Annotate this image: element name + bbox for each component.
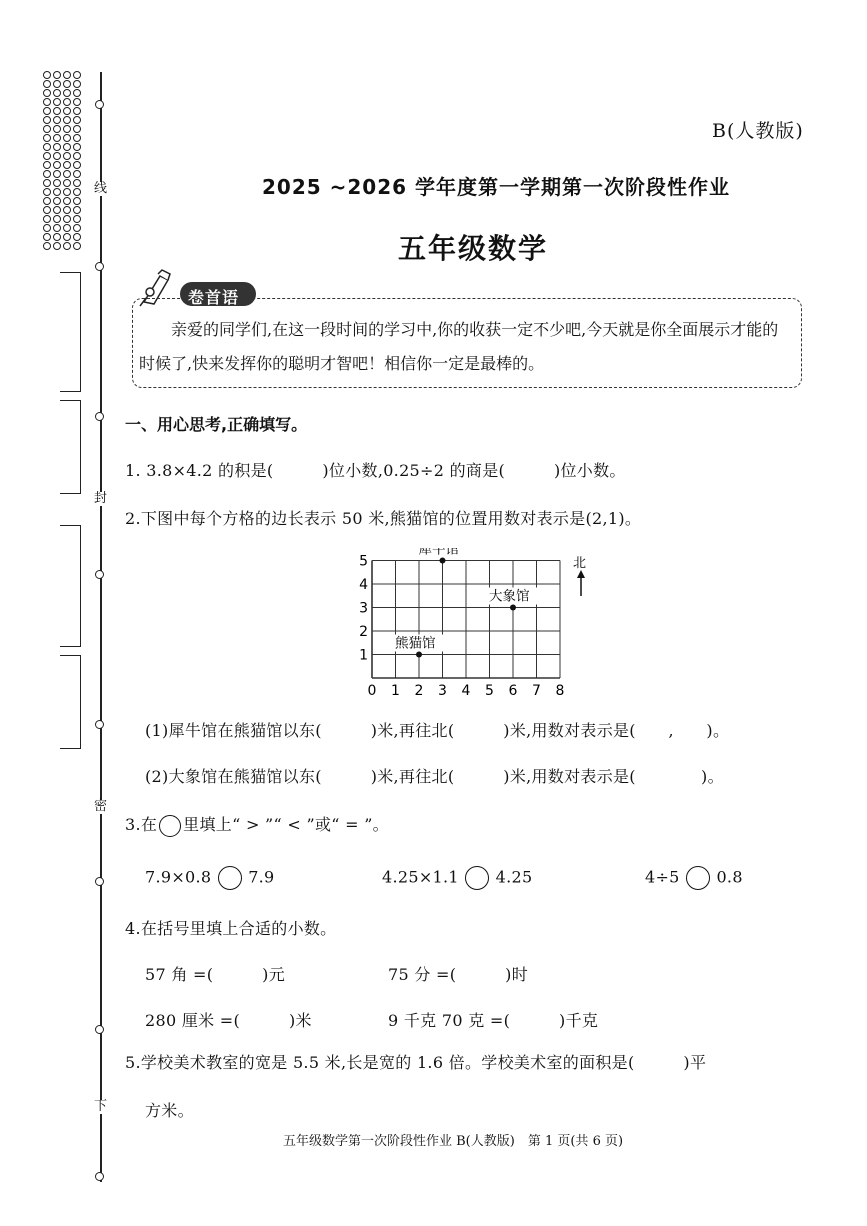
binding-dot [73, 107, 81, 115]
question-4: 4.在括号里填上合适的小数。 [125, 919, 337, 938]
binding-dot [53, 170, 61, 178]
binding-dot [53, 233, 61, 241]
binding-dot [43, 197, 51, 205]
intro-badge-label: 卷首语 [188, 288, 240, 307]
binding-dot [73, 71, 81, 79]
binding-dot [53, 80, 61, 88]
binding-dot [73, 161, 81, 169]
binding-dot [73, 116, 81, 124]
compare-right: 4.25 [495, 867, 533, 887]
binding-dot [63, 134, 71, 142]
binding-dot [63, 125, 71, 133]
binding-dot [53, 242, 61, 250]
binding-dot [43, 89, 51, 97]
binding-dot [43, 188, 51, 196]
question-4-d: 9 千克 70 克 =( )千克 [388, 1011, 599, 1030]
binding-dot [73, 197, 81, 205]
binding-dot [63, 197, 71, 205]
binding-ring [95, 1172, 104, 1181]
intro-text: 亲爱的同学们,在这一段时间的学习中,你的收获一定不少吧,今天就是你全面展示才能的时候了,快来发挥你的聪明才智吧！相信你一定是最棒的。 [139, 320, 779, 373]
y-tick-label: 1 [359, 647, 368, 664]
x-tick-label: 3 [438, 683, 447, 699]
binding-dot [63, 98, 71, 106]
question-5-line-1: 5.学校美术教室的宽是 5.5 米,长是宽的 1.6 倍。学校美术室的面积是( )平 [125, 1053, 707, 1072]
binding-dot [53, 125, 61, 133]
binding-dot [63, 170, 71, 178]
binding-dot [43, 116, 51, 124]
binding-dot [53, 143, 61, 151]
binding-dot [53, 152, 61, 160]
binding-dot [73, 170, 81, 178]
question-2-sub-2: (2)大象馆在熊猫馆以东( )米,再往北( )米,用数对表示是( )。 [145, 767, 724, 786]
question-3-suffix: 里填上“ > ”“ < ”或“ = ”。 [183, 815, 389, 834]
binding-dot [63, 116, 71, 124]
binding-dot [63, 224, 71, 232]
binding-dot [53, 71, 61, 79]
compare-circle-icon [159, 815, 181, 837]
binding-char: 线 [94, 181, 108, 196]
grid-point [416, 652, 422, 658]
compare-left: 4÷5 [645, 867, 680, 887]
binding-dot [73, 188, 81, 196]
x-tick-label: 8 [555, 683, 565, 699]
compare-left: 4.25×1.1 [382, 867, 459, 887]
x-tick-label: 6 [508, 683, 518, 699]
binding-dot [63, 143, 71, 151]
binding-ring [95, 720, 104, 729]
binding-ring [95, 412, 104, 421]
binding-dot [43, 143, 51, 151]
binding-dot [53, 206, 61, 214]
version-label: B(人教版) [712, 120, 804, 142]
binding-dot [43, 170, 51, 178]
y-tick-label: 3 [359, 600, 368, 617]
binding-dot [73, 89, 81, 97]
x-tick-label: 5 [485, 683, 494, 699]
question-3-prefix: 3.在 [125, 815, 158, 834]
binding-dot [73, 224, 81, 232]
exam-title: 2025 ~2026 学年度第一学期第一次阶段性作业 [262, 175, 731, 199]
binding-dot [53, 179, 61, 187]
compare-item-3 [645, 866, 743, 890]
binding-dot [43, 161, 51, 169]
binding-dot [63, 206, 71, 214]
binding-dot [73, 134, 81, 142]
binding-dot [53, 188, 61, 196]
binding-char: 封 [94, 491, 108, 506]
binding-dot [63, 107, 71, 115]
subject-title: 五年级数学 [398, 232, 549, 265]
binding-dot [43, 224, 51, 232]
compare-right: 0.8 [716, 867, 743, 887]
grid-point [440, 558, 446, 564]
binding-dot [73, 233, 81, 241]
binding-dot [43, 98, 51, 106]
question-2: 2.下图中每个方格的边长表示 50 米,熊猫馆的位置用数对表示是(2,1)。 [125, 509, 642, 528]
grid-point [510, 605, 516, 611]
page-footer: 五年级数学第一次阶段性作业 B(人教版) 第 1 页(共 6 页) [283, 1134, 624, 1149]
binding-dot [53, 98, 61, 106]
binding-dot [73, 215, 81, 223]
binding-dot [53, 107, 61, 115]
binding-dot [43, 233, 51, 241]
binding-dot [73, 98, 81, 106]
binding-dot [63, 80, 71, 88]
compare-left: 7.9×0.8 [145, 867, 212, 887]
binding-dot [53, 161, 61, 169]
binding-dot [63, 161, 71, 169]
binding-dot [63, 188, 71, 196]
binding-dot [63, 89, 71, 97]
binding-dot [43, 179, 51, 187]
binding-dot [43, 80, 51, 88]
school-box [60, 525, 81, 647]
section-title: 一、用心思考,正确填写。 [125, 415, 308, 434]
binding-dot [43, 206, 51, 214]
grid-point-label: 熊猫馆 [395, 635, 436, 652]
y-tick-label: 4 [359, 577, 368, 593]
binding-dot-pattern [42, 70, 82, 250]
binding-dot [53, 215, 61, 223]
answer-circle[interactable] [686, 866, 710, 890]
question-4-a: 57 角 =( )元 [145, 965, 286, 984]
number-box [60, 655, 81, 749]
intro-box [132, 298, 802, 388]
compare-item-1 [145, 866, 275, 890]
binding-line [100, 72, 102, 1182]
grid-point-label: 大象馆 [489, 588, 530, 605]
north-label: 北 [573, 556, 587, 571]
class-box [60, 400, 81, 494]
compare-item-2 [382, 866, 533, 890]
binding-dot [73, 125, 81, 133]
binding-dot [43, 125, 51, 133]
binding-dot [73, 80, 81, 88]
binding-dot [63, 152, 71, 160]
binding-ring [95, 262, 104, 271]
answer-circle[interactable] [465, 866, 489, 890]
question-4-b: 75 分 =( )时 [388, 965, 529, 984]
binding-dot [73, 152, 81, 160]
binding-dot [63, 242, 71, 250]
binding-dot [53, 197, 61, 205]
binding-dot [43, 242, 51, 250]
binding-dot [73, 143, 81, 151]
grid-svg [355, 548, 605, 700]
y-tick-label: 5 [359, 553, 368, 570]
question-1: 1. 3.8×4.2 的积是( )位小数,0.25÷2 的商是( )位小数。 [125, 461, 626, 480]
binding-dot [43, 152, 51, 160]
name-box [60, 272, 81, 392]
binding-dot [53, 134, 61, 142]
binding-dot [43, 134, 51, 142]
binding-dot [43, 215, 51, 223]
binding-dot [73, 242, 81, 250]
x-tick-label: 7 [532, 683, 541, 699]
coordinate-grid [355, 548, 605, 700]
binding-ring [95, 100, 104, 109]
y-tick-label: 2 [359, 624, 368, 640]
question-5-line-2: 方米。 [145, 1101, 194, 1120]
x-tick-label: 1 [391, 683, 400, 699]
binding-dot [53, 89, 61, 97]
binding-ring [95, 1025, 104, 1034]
binding-dot [63, 215, 71, 223]
binding-ring [95, 877, 104, 886]
binding-dot [63, 71, 71, 79]
compare-right: 7.9 [248, 867, 275, 887]
question-2-sub-1: (1)犀牛馆在熊猫馆以东( )米,再往北( )米,用数对表示是( , )。 [145, 721, 730, 740]
x-tick-label: 0 [367, 683, 377, 699]
question-4-c: 280 厘米 =( )米 [145, 1011, 312, 1030]
answer-circle[interactable] [218, 866, 242, 890]
north-arrowhead-icon [577, 570, 585, 578]
binding-dot [43, 107, 51, 115]
binding-char: 密 [94, 799, 108, 814]
binding-dot [53, 116, 61, 124]
question-3 [125, 812, 389, 837]
x-tick-label: 4 [461, 683, 471, 699]
binding-dot [43, 71, 51, 79]
binding-dot [73, 206, 81, 214]
binding-char: 下 [94, 1099, 108, 1114]
binding-dot [63, 179, 71, 187]
grid-point-label: 犀牛馆 [418, 548, 459, 558]
binding-dot [63, 233, 71, 241]
binding-ring [95, 570, 104, 579]
binding-dot [73, 179, 81, 187]
binding-dot [53, 224, 61, 232]
x-tick-label: 2 [414, 683, 424, 699]
